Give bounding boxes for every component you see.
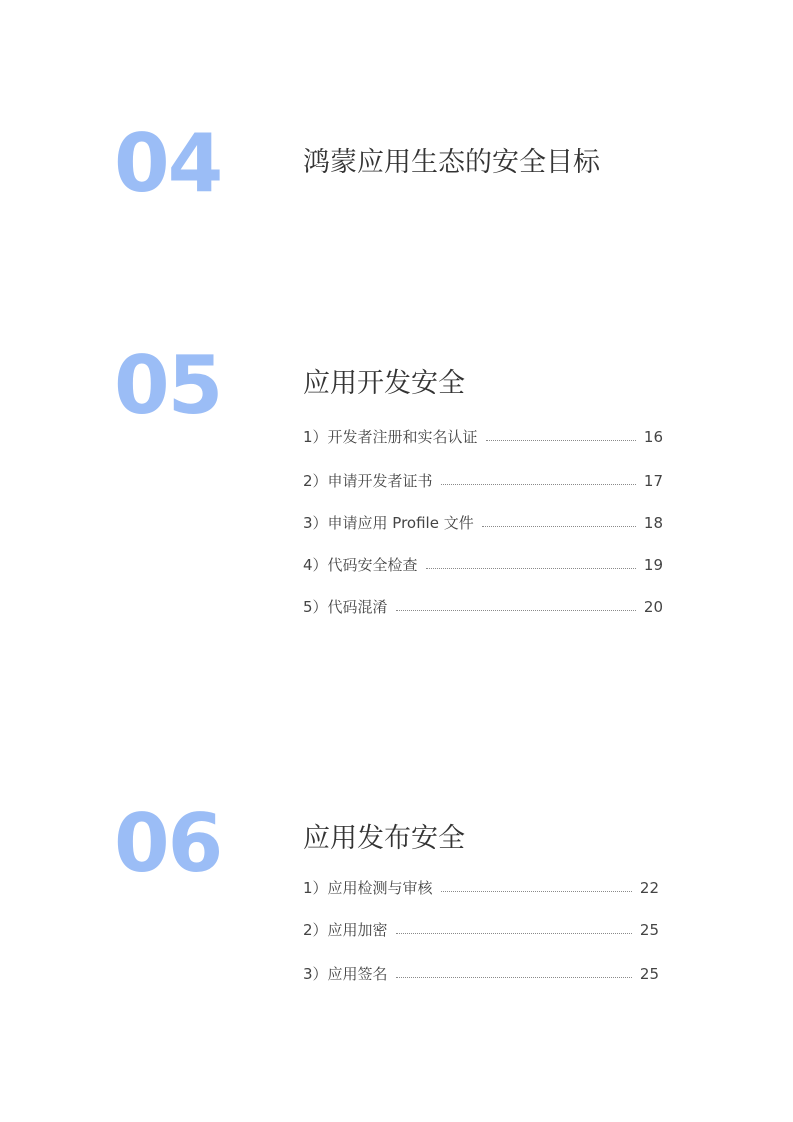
toc-entry[interactable] bbox=[303, 554, 663, 576]
toc-leader-dots bbox=[396, 933, 632, 934]
toc-entry-page: 20 bbox=[643, 598, 663, 616]
toc-entry[interactable] bbox=[303, 963, 659, 985]
toc-entry[interactable] bbox=[303, 470, 663, 492]
toc-entry[interactable] bbox=[303, 426, 663, 448]
section-number: 04 bbox=[114, 117, 222, 210]
section-number: 06 bbox=[114, 797, 222, 890]
section-number: 05 bbox=[114, 339, 222, 432]
toc-entry[interactable] bbox=[303, 596, 663, 618]
toc-entry-page: 17 bbox=[643, 472, 663, 490]
toc-leader-dots bbox=[396, 977, 632, 978]
toc-leader-dots bbox=[396, 610, 636, 611]
toc-entry-label: 4）代码安全检查 bbox=[303, 556, 418, 574]
toc-entry-label: 2）申请开发者证书 bbox=[303, 472, 433, 490]
toc-entry-page: 25 bbox=[639, 921, 659, 939]
toc-entry[interactable] bbox=[303, 877, 659, 899]
toc-leader-dots bbox=[482, 526, 636, 527]
toc-entry-page: 25 bbox=[639, 965, 659, 983]
section-title: 应用发布安全 bbox=[303, 823, 465, 854]
toc-leader-dots bbox=[441, 891, 632, 892]
toc-leader-dots bbox=[441, 484, 636, 485]
toc-entry-label: 1）应用检测与审核 bbox=[303, 879, 433, 897]
toc-leader-dots bbox=[426, 568, 636, 569]
toc-entry-label: 3）申请应用 Profile 文件 bbox=[303, 514, 474, 532]
toc-entry-label: 1）开发者注册和实名认证 bbox=[303, 428, 478, 446]
toc-entry-page: 22 bbox=[639, 879, 659, 897]
toc-entry-label: 3）应用签名 bbox=[303, 965, 388, 983]
toc-leader-dots bbox=[486, 440, 636, 441]
toc-entry-page: 16 bbox=[643, 428, 663, 446]
toc-entry-label: 5）代码混淆 bbox=[303, 598, 388, 616]
toc-entry-page: 18 bbox=[643, 514, 663, 532]
toc-entry[interactable] bbox=[303, 919, 659, 941]
section-title: 鸿蒙应用生态的安全目标 bbox=[303, 147, 600, 178]
toc-entry[interactable] bbox=[303, 512, 663, 534]
toc-entry-page: 19 bbox=[643, 556, 663, 574]
toc-entry-label: 2）应用加密 bbox=[303, 921, 388, 939]
section-title: 应用开发安全 bbox=[303, 368, 465, 399]
